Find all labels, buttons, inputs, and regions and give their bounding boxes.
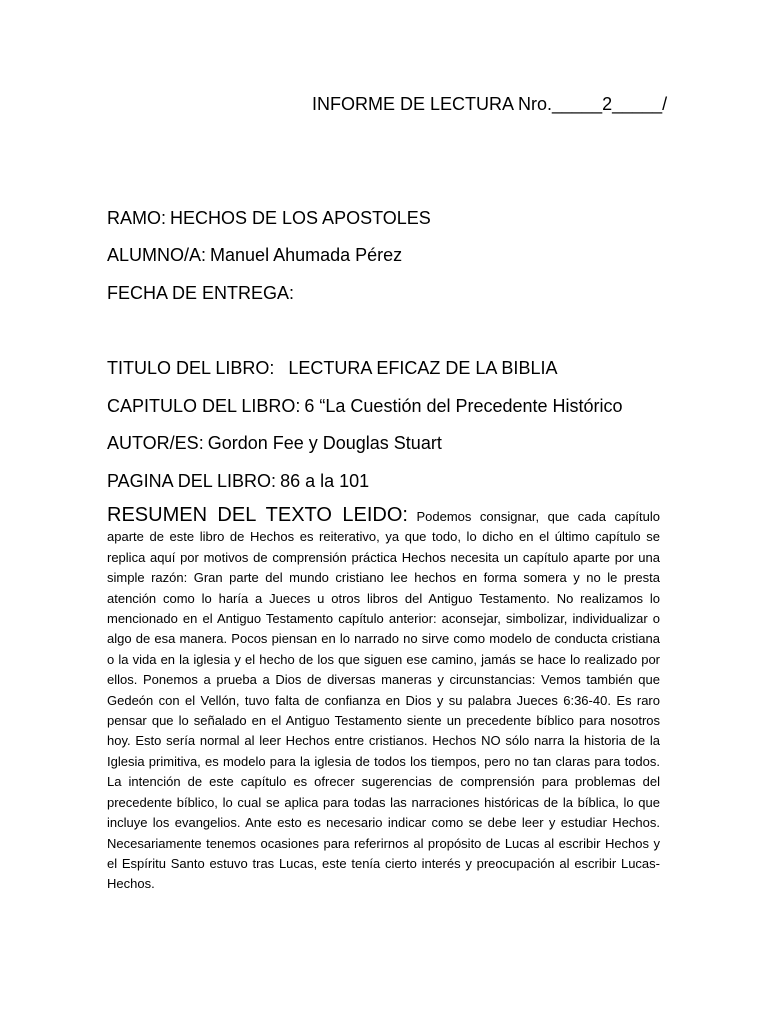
field-alumno-label: ALUMNO/A: [107,245,207,265]
field-capitulo-label: CAPITULO DEL LIBRO: [107,396,301,416]
field-ramo [107,206,431,230]
field-capitulo [107,394,623,418]
field-autor-label: AUTOR/ES: [107,433,204,453]
field-fecha-label: FECHA DE ENTREGA: [107,283,295,303]
field-capitulo-value: 6 “La Cuestión del Precedente Histórico [304,396,623,416]
field-ramo-label: RAMO: [107,208,167,228]
field-pagina [107,469,369,493]
field-fecha [107,281,298,305]
field-autor-value: Gordon Fee y Douglas Stuart [207,433,442,453]
field-titulo-value: LECTURA EFICAZ DE LA BIBLIA [288,358,558,378]
summary-paragraph [107,505,660,895]
field-autor [107,431,442,455]
field-titulo [107,356,557,380]
summary-heading: RESUMEN DEL TEXTO LEIDO: [107,504,408,526]
field-alumno-value: Manuel Ahumada Pérez [210,245,403,265]
field-pagina-label: PAGINA DEL LIBRO: [107,471,277,491]
field-ramo-value: HECHOS DE LOS APOSTOLES [170,208,431,228]
field-pagina-value: 86 a la 101 [280,471,370,491]
report-title: INFORME DE LECTURA Nro._____2_____/ [312,94,668,114]
field-alumno [107,243,402,267]
field-titulo-label: TITULO DEL LIBRO: [107,358,275,378]
summary-text: Podemos consignar, que cada capítulo aparte de este libro de Hechos es reiterativo, ya que todo, lo dicho en el último capítulo se replica aquí por motivos de comprensión práctica Hechos necesita un capítulo aparte por una simple razón: Gran parte del mundo cristiano lee hechos en forma somera y no le presta atención como lo haría a Jueces u otros libros del Antiguo Testamento. No realizamos lo mencionado en el Antiguo Testamento capítulo anterior: aconsejar, simbolizar, individualizar o algo de esa manera. Pocos piensan en lo narrado no sirve como modelo de conducta cristiana o la vida en la iglesia y el hecho de los que siguen ese camino, jamás se hace lo realizado por ellos. Ponemos a prueba a Dios de diversas maneras y circunstancias: Vemos también que Gedeón con el Vellón, tuvo falta de confianza en Dios y su palabra Jueces 6:36-40. Es raro pensar que lo señalado en el Antiguo Testamento siente un precedente bíblico para nosotros hoy. Esto sería normal al leer Hechos entre cristianos. Hechos NO sólo narra la historia de la Iglesia primitiva, es modelo para la iglesia de todos los tiempos, pero no tan claras para todos. La intención de este capítulo es ofrecer sugerencias de comprensión para problemas del precedente bíblico, lo cual se aplica para todas las narraciones históricas de la bíblica, lo que incluye los evangelios. Ante esto es necesario indicar como se debe leer y estudiar Hechos. Necesariamente tenemos ocasiones para referirnos al propósito de Lucas al escribir Hechos y el Espíritu Santo estuvo tras Lucas, este tenía cierto interés y preocupación al escribir Lucas-Hechos. [107,509,660,892]
